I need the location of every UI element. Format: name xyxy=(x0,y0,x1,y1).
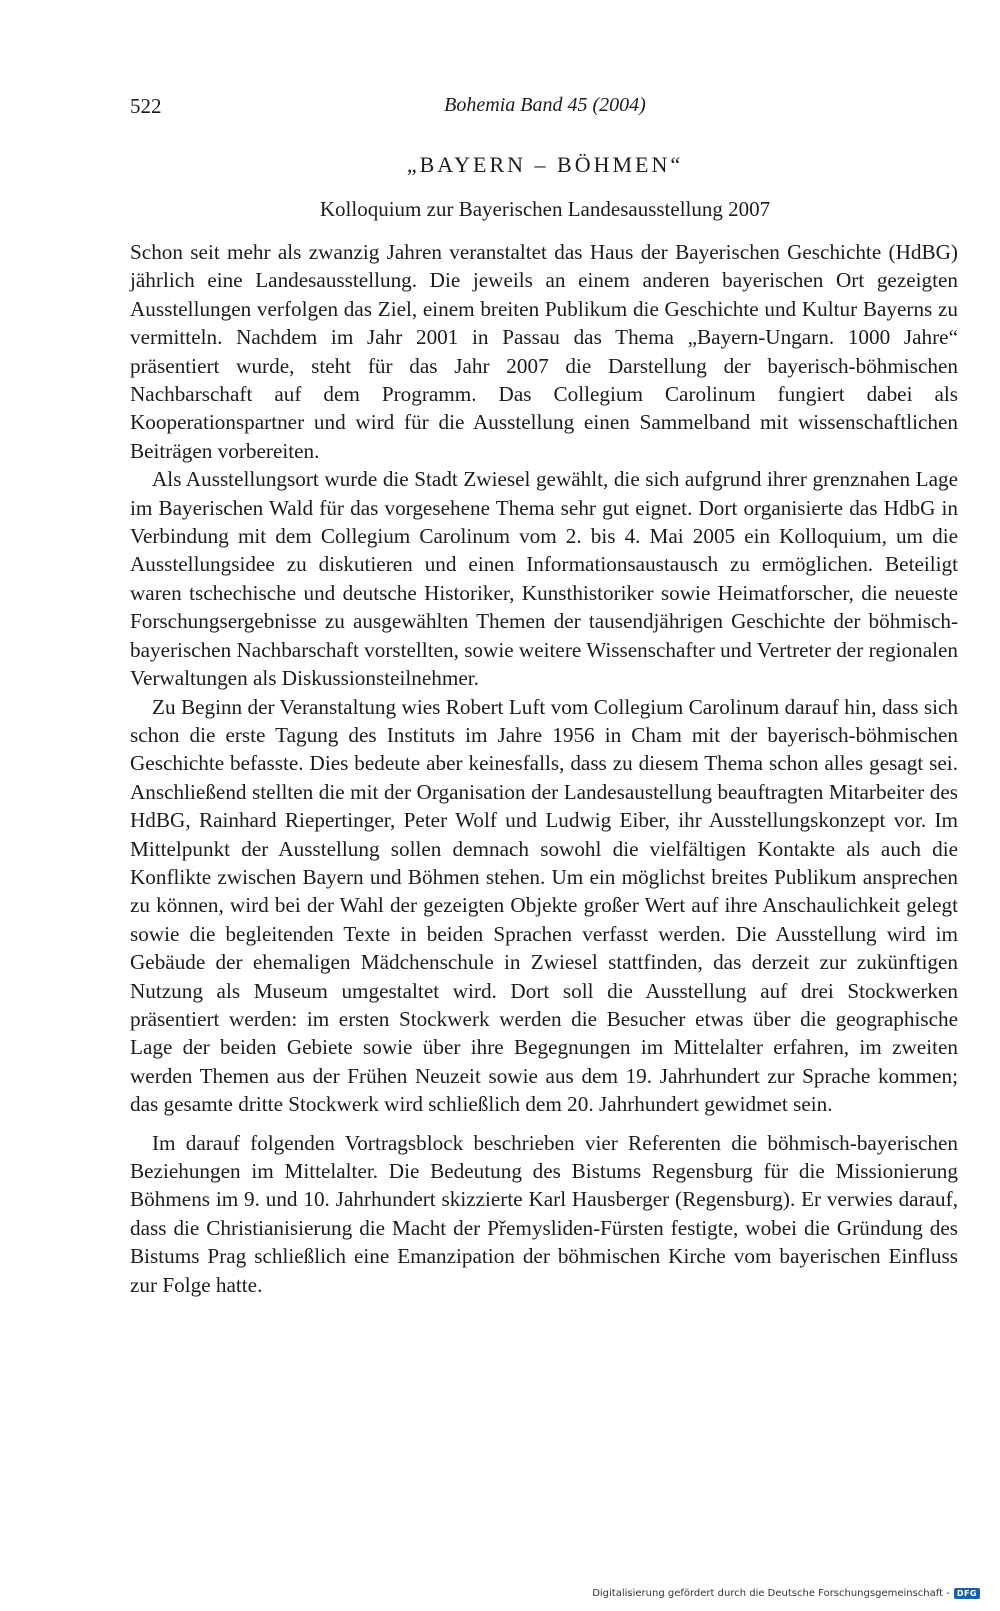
article-subtitle: Kolloquium zur Bayerischen Landesausstellung 2007 xyxy=(319,197,771,221)
digitization-footer xyxy=(592,1588,980,1599)
page-number: 522 xyxy=(130,94,162,118)
article-title: „BAYERN – BÖHMEN“ xyxy=(406,152,684,177)
footer-credit: Digitalisierung gefördert durch die Deutsche Forschungsgemeinschaft - xyxy=(592,1588,950,1599)
paragraph: Im darauf folgenden Vortragsblock beschrieben vier Referenten die böhmisch-bayerischen Beziehungen im Mittelalter. Die Bedeutung des Bistums Regensburg für die Missionierung Böhmens im 9. und 10. Jahrhundert skizzierte Karl Hausberger (Regensburg). Er verwies darauf, dass die Christianisierung die Macht der Přemysliden-Fürsten festigte, wobei die Gründung des Bistums Prag schließlich eine Emanzipation der böhmischen Kirche vom bayerischen Einfluss zur Folge hatte. xyxy=(130,1130,958,1297)
article-body xyxy=(130,238,958,1299)
journal-title: Bohemia Band 45 (2004) xyxy=(444,94,646,116)
paragraph: Zu Beginn der Veranstaltung wies Robert Luft vom Collegium Carolinum darauf hin, dass sich schon die erste Tagung des Instituts im Jahre 1956 in Cham mit der bayerisch-böhmischen Geschichte befasste. Dies bedeute aber keinesfalls, dass zu diesem Thema schon alles gesagt sei. Anschließend stellten die mit der Organisation der Landesaustellung beauftragten Mitarbeiter des HdBG, Rainhard Riepertinger, Peter Wolf und Ludwig Eiber, ihr Ausstellungskonzept vor. Im Mittelpunkt der Ausstellung sollen demnach sowohl die vielfältigen Kontakte als auch die Konflikte zwischen Bayern und Böhmen stehen. Um ein möglichst breites Publikum ansprechen zu können, wird bei der Wahl der gezeigten Objekte großer Wert auf ihre Anschaulichkeit gelegt sowie die begleitenden Texte in beiden Sprachen verfasst werden. Die Ausstellung wird im Gebäude der ehemaligen Mädchenschule in Zwiesel stattfinden, das derzeit zur zukünftigen Nutzung als Museum umgestaltet wird. Dort soll die Ausstellung auf drei Stockwerken präsentiert werden: im ersten Stockwerk werden die Besucher etwas über die geographische Lage der beiden Gebiete sowie über ihre Begegnungen im Mittelalter erfahren, im zweiten werden Themen aus der Frühen Neuzeit sowie aus dem 19. Jahrhundert zur Sprache kommen; das gesamte dritte Stockwerk wird schließlich dem 20. Jahrhundert gewidmet sein. xyxy=(130,694,958,1117)
paragraph: Schon seit mehr als zwanzig Jahren veranstaltet das Haus der Bayerischen Geschichte (HdBG) jährlich eine Landesausstellung. Die jeweils an einem anderen bayerischen Ort gezeigten Ausstellungen verfolgen das Ziel, einem breiten Publikum die Geschichte und Kultur Bayerns zu vermitteln. Nachdem im Jahr 2001 in Passau das Thema „Bayern-Ungarn. 1000 Jahre“ präsentiert wurde, steht für das Jahr 2007 die Darstellung der bayerisch-böhmischen Nachbarschaft auf dem Programm. Das Collegium Carolinum fungiert dabei als Kooperationspartner und wird für die Ausstellung einen Sammelband mit wissenschaftlichen Beiträgen vorbereiten. xyxy=(130,240,958,463)
dfg-logo: DFG xyxy=(954,1588,980,1599)
paragraph: Als Ausstellungsort wurde die Stadt Zwiesel gewählt, die sich aufgrund ihrer grenznahen Lage im Bayerischen Wald für das vorgesehene Thema sehr gut eignet. Dort organisierte das HdbG in Verbindung mit dem Collegium Carolinum vom 2. bis 4. Mai 2005 ein Kolloquium, um die Ausstellungsidee zu diskutieren und einen Informationsaustausch zu ermöglichen. Beteiligt waren tschechische und deutsche Historiker, Kunsthistoriker sowie Heimatforscher, die neueste Forschungsergebnisse zu ausgewählten Themen der tausendjährigen Geschichte der böhmisch-bayerischen Nachbarschaft vorstellten, sowie weitere Wissenschafter und Vertreter der regionalen Verwaltungen als Diskussionsteilnehmer. xyxy=(130,467,958,691)
running-header xyxy=(130,94,960,128)
